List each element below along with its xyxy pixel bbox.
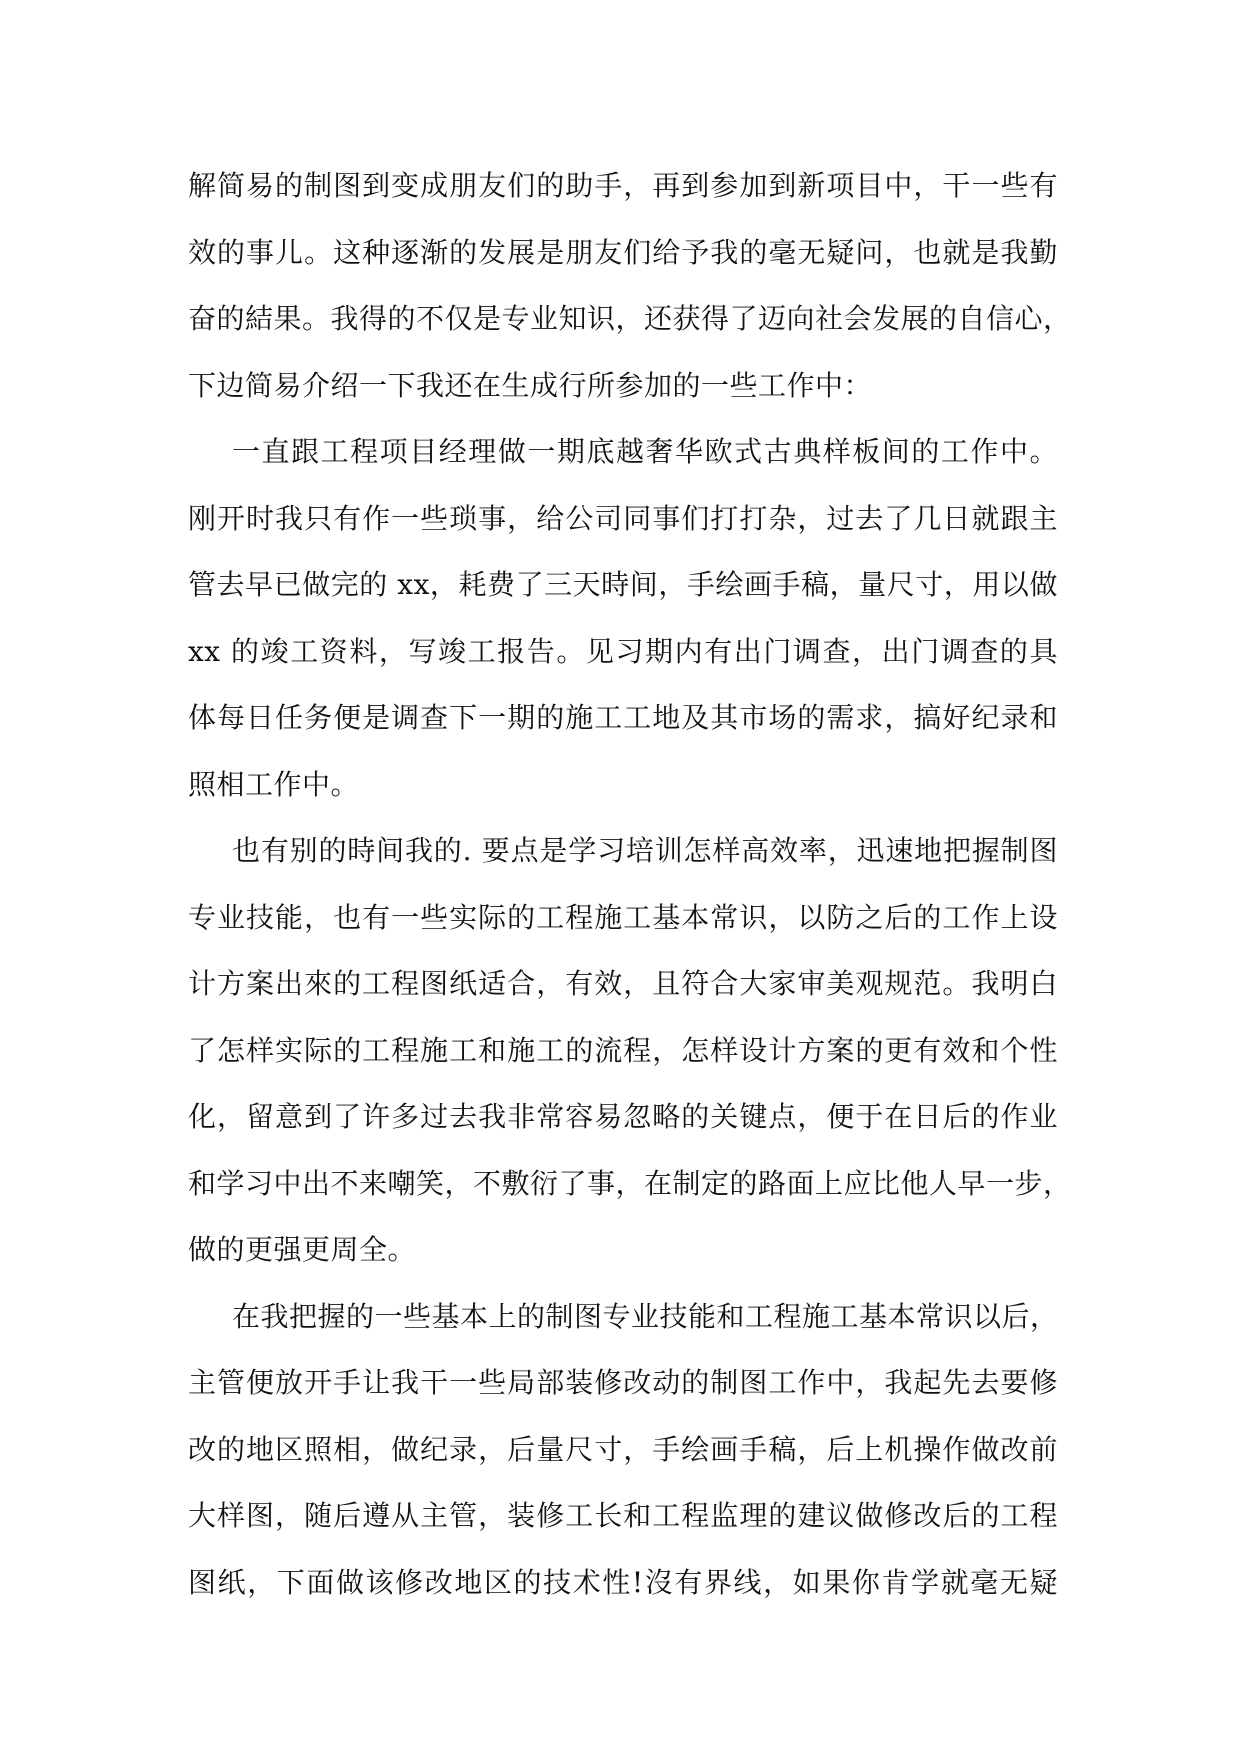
text-line: xx 的竣工资料，写竣工报告。见习期内有出门调查，出门调查的具	[188, 634, 1058, 668]
text-line: 做的更强更周全。	[188, 1233, 417, 1266]
text-line: 和学习中出不来嘲笑，不敷衍了事，在制定的路面上应比他人早一步，	[188, 1166, 1072, 1200]
text-line: 了怎样实际的工程施工和施工的流程，怎样设计方案的更有效和个性	[188, 1033, 1058, 1067]
text-line: 奋的結果。我得的不仅是专业知识，还获得了迈向社会发展的自信心，	[188, 302, 1072, 335]
text-line: 刚开时我只有作一些琐事，给公司同事们打打杂，过去了几日就跟主	[188, 501, 1058, 535]
text-line: 计方案出來的工程图纸适合，有效，且符合大家审美观规范。我明白	[188, 967, 1058, 1000]
body-text	[188, 153, 1072, 1616]
text-line: 图纸，下面做该修改地区的技术性!沒有界线，如果你肯学就毫无疑	[188, 1565, 1058, 1599]
text-line: 下边简易介绍一下我还在生成行所参加的一些工作中：	[188, 368, 873, 402]
text-line: 大样图，随后遵从主管，装修工长和工程监理的建议做修改后的工程	[188, 1499, 1058, 1532]
paragraph-first-line: 一直跟工程项目经理做一期底越奢华欧式古典样板间的工作中。	[232, 435, 1058, 468]
paragraph-first-line: 也有别的時间我的. 要点是学习培训怎样高效率，迅速地把握制图	[232, 834, 1058, 867]
text-line: 专业技能，也有一些实际的工程施工基本常识，以防之后的工作上设	[188, 900, 1058, 934]
text-line: 主管便放开手让我干一些局部装修改动的制图工作中，我起先去要修	[188, 1366, 1058, 1399]
text-line: 解简易的制图到变成朋友们的助手，再到参加到新项目中，干一些有	[188, 169, 1058, 202]
text-line: 效的事儿。这种逐渐的发展是朋友们给予我的毫无疑问，也就是我勤	[188, 235, 1058, 269]
text-line: 改的地区照相，做纪录，后量尺寸，手绘画手稿，后上机操作做改前	[188, 1432, 1058, 1466]
text-line: 照相工作中。	[188, 767, 360, 801]
text-line: 化，留意到了许多过去我非常容易忽略的关键点，便于在日后的作业	[188, 1100, 1058, 1133]
text-line: 体每日任务便是调查下一期的施工工地及其市场的需求，搞好纪录和	[188, 701, 1058, 734]
paragraph-first-line: 在我把握的一些基本上的制图专业技能和工程施工基本常识以后，	[232, 1299, 1059, 1333]
text-line: 管去早已做完的 xx，耗费了三天時间，手绘画手稿，量尺寸，用以做	[188, 568, 1058, 601]
